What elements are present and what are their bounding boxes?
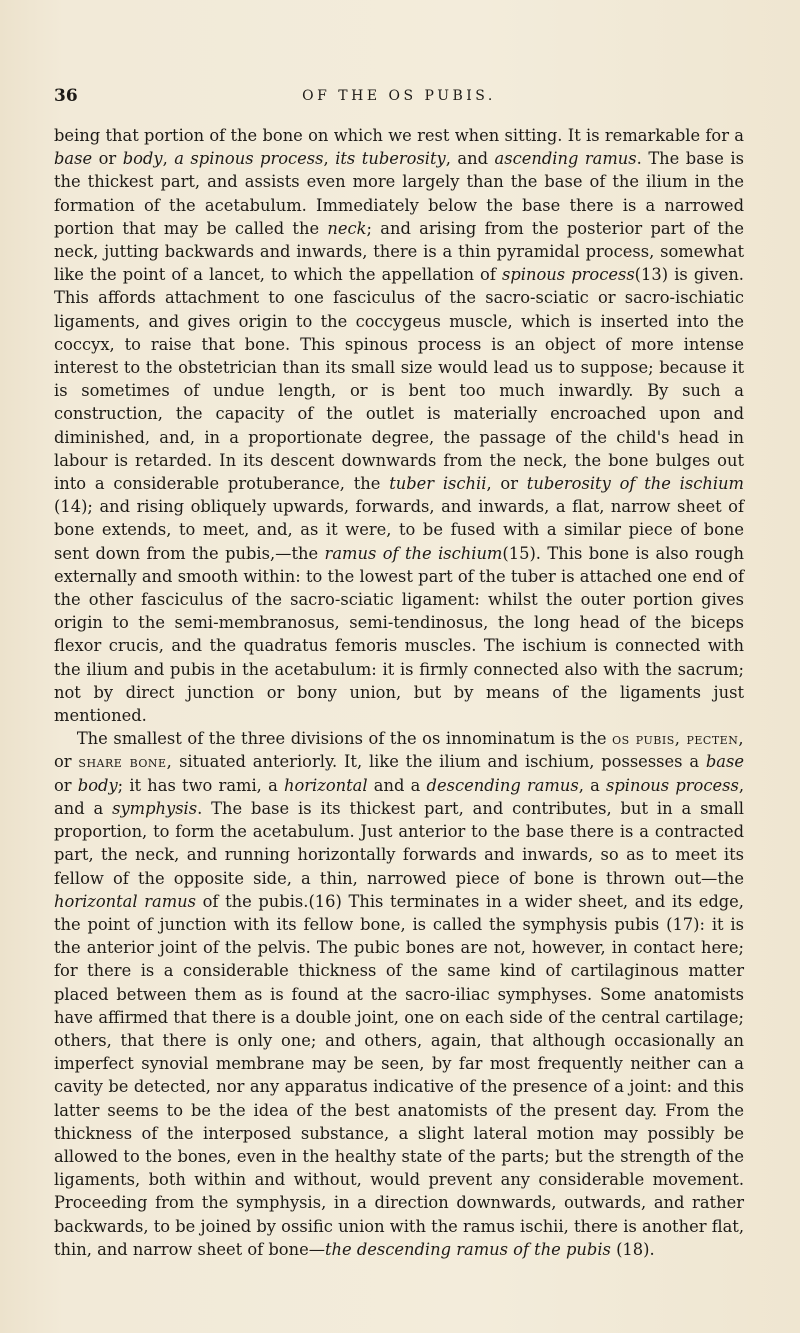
italic-term: ramus of the ischium [324,543,503,563]
italic-term: the descending ramus of the pubis [325,1239,611,1259]
text-run: , and [445,149,495,169]
paragraph-ischium [54,124,744,727]
text-run: of the pubis.(16) This terminates in a wider sheet, and its edge, the point of junction with its fellow bone, is called the symphysis pubis (17): it is the anterior joint of the pelvis. The pubic bones are not, however, in contact here; for there is a considerable thickness of the same kind of cartilaginous matter placed between them as is found at the sacro-iliac symphyses. Some anatomists have affirmed that there is a double joint, one on each side of the central cartilage; others, that there is only one; and others, again, that although occasionally an imperfect synovial membrane may be seen, by far most frequently neither can a cavity be detected, nor any apparatus indicative of the presence of a joint: and this latter seems to be the idea of the best anatomists of the present day. From the thickness of the interposed substance, a slight lateral motion may possibly be allowed to the bones, even in the healthy state of the parts; but the strength of the ligaments, both within and without, would prevent any considerable movement. Proceeding from the symphysis, in a direction downwards, outwards, and rather backwards, to be joined by ossific union with the ramus ischii, there is another flat, thin, and narrow sheet of bone— [54,891,744,1259]
italic-term: neck [327,218,367,238]
text-run: , and a [54,775,744,818]
text-run: , [162,149,175,169]
text-run: , or [486,474,527,494]
text-run: . The base is the thickest part, and assists even more largely than the base of the ilium in the formation of the acetabulum. Immediately below the base there is a narrowed portion that may be called the [54,149,744,238]
italic-term: its tuberosity [335,149,446,169]
italic-term: body [77,775,118,795]
text-run: or [54,775,78,795]
italic-term: spinous process [606,775,739,795]
text-run: , a [578,775,607,795]
italic-term: body [122,149,163,169]
small-caps-term: share bone, [78,752,173,772]
italic-term: base [54,149,93,169]
text-run: situated anteriorly. It, like the ilium and ischium, possesses a [172,752,706,772]
text-run: (18). [610,1239,655,1259]
italic-term: tuberosity of the ischium [526,474,744,494]
body-text [54,124,744,1261]
italic-term: base [705,752,744,772]
italic-term: ascending ramus [494,149,637,169]
running-head: OF THE OS PUBIS. [302,88,496,104]
text-run: The smallest of the three divisions of the os innominatum is the [76,729,613,749]
italic-term: spinous process [501,265,635,285]
text-run: or [54,752,79,772]
page-number: 36 [54,86,78,106]
italic-term: symphysis [112,798,198,818]
text-run: and a [367,775,427,795]
small-caps-term: os pubis, pecten, [612,729,744,749]
text-run: being that portion of the bone on which we rest when sitting. It is remarkable for a [54,126,744,145]
text-run: or [92,149,123,169]
text-run: , [323,149,336,169]
paragraph-os-pubis [54,727,744,1261]
text-run: ; it has two rami, a [117,775,284,795]
italic-term: descending ramus [426,775,579,795]
text-run: . The base is its thickest part, and contributes, but in a small proportion, to form the acetabulum. Just anterior to the base there is a contracted part, the neck, and running horizontally forwards and inwards, so as to meet its fellow of the opposite side, a thin, narrowed piece of bone is thrown out—the [54,798,744,888]
page-header [54,86,744,108]
text-run: (13) is given. This affords attachment to one fasciculus of the sacro-sciatic or sacro-ischiatic ligaments, and gives origin to the coccygeus muscle, which is inserted into the coccyx, to raise that bone. This spinous process is an object of more intense interest to the obstetrician than its small size would lead us to suppose; because it is sometimes of undue length, or is bent too much inwardly. By such a construction, the capacity of the outlet is materially encroached upon and diminished, and, in a proportionate degree, the passage of the child's head in labour is retarded. In its descent downwards from the neck, the bone bulges out into a considerable protuberance, the [54,265,744,494]
italic-term: horizontal ramus [54,891,196,911]
italic-term: tuber ischii [389,474,487,494]
text-run: ; and arising from the posterior part of the neck, jutting backwards and inwards, there is a thin pyramidal process, somewhat like the point of a lancet, to which the appellation of [54,218,744,285]
italic-term: horizontal [283,775,368,795]
italic-term: a spinous process [174,149,324,169]
text-run: (15). This bone is also rough externally and smooth within: to the lowest part of the tuber is attached one end of the other fasciculus of the sacro-sciatic ligament: whilst the outer portion gives origin to the semi-membranosus, semi-tendinosus, the long head of the biceps flexor crucis, and the quadratus femoris muscles. The ischium is connected with the ilium and pubis in the acetabulum: it is firmly connected also with the sacrum; not by direct junction or bony union, but by means of the ligaments just mentioned. [54,543,744,726]
text-run: (14); and rising obliquely upwards, forwards, and inwards, a flat, narrow sheet of bone extends, to meet, and, as it were, to be fused with a similar piece of bone sent down from the pubis,—the [54,497,744,563]
